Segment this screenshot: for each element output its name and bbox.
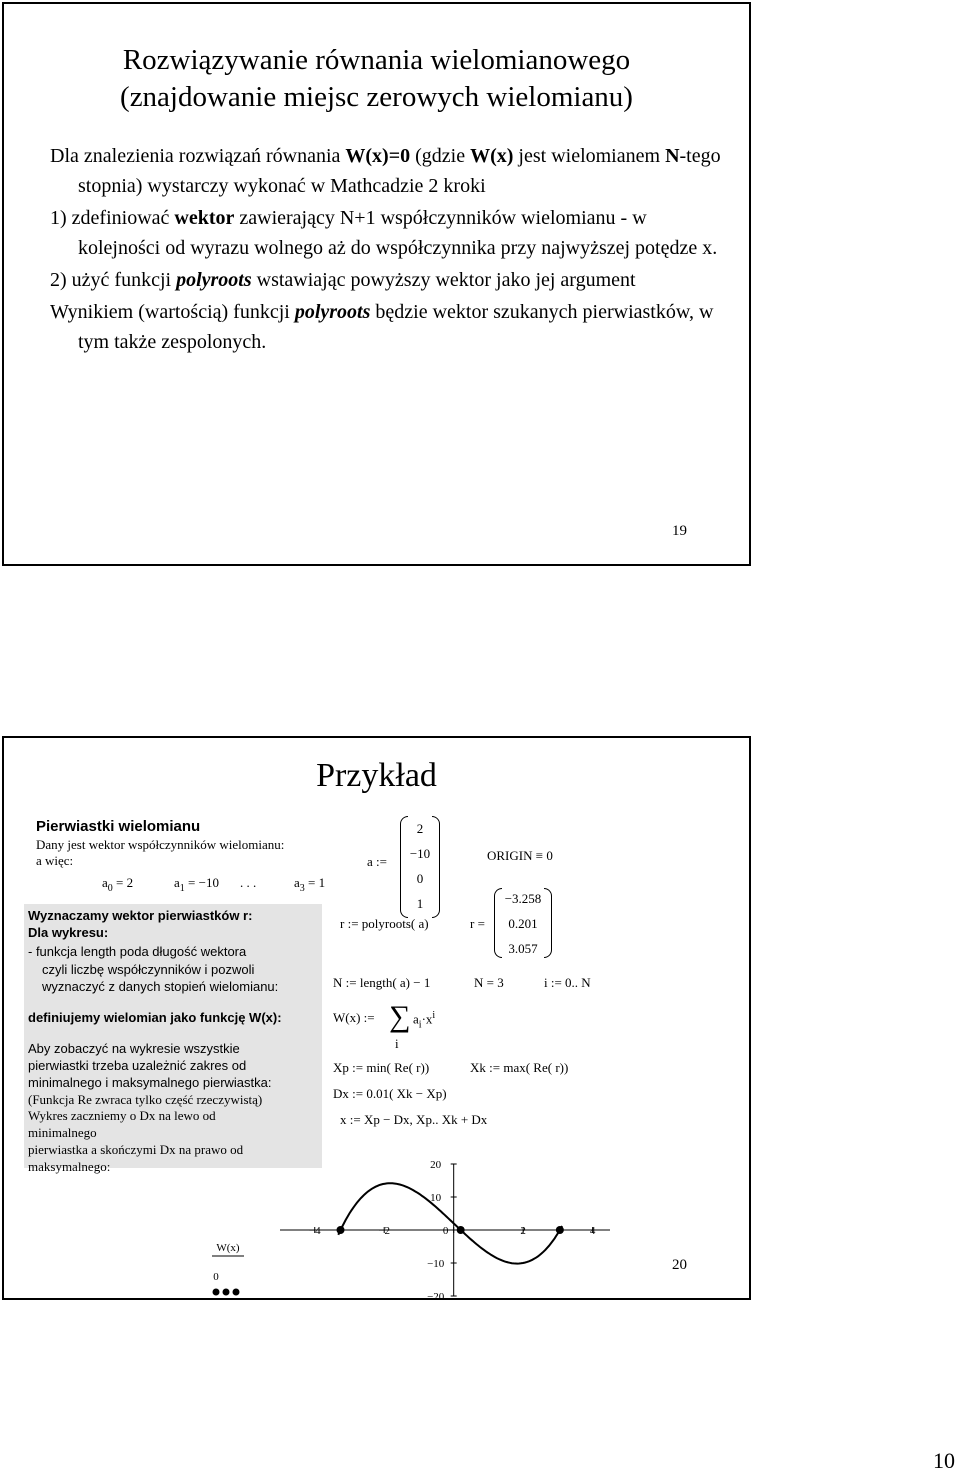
xp-definition: Xp := min( Re( r)) [333,1060,430,1075]
paragraph-step-1: 1) zdefiniować wektor zawierający N+1 współczynników wielomianu - w kolejności od wyrazu wolnego aż do współczynnika przy najwyższej potędze x. [50,207,718,259]
x-tick-label: 4 [589,1225,596,1237]
title-line-1: Rozwiązywanie równania wielomianowego [122,44,631,76]
vector-element: 0 [416,871,424,886]
comment-line: (Funkcja Re zwraca tylko część rzeczywistą) [28,1092,263,1107]
comment-line: pierwiastki trzeba uzależnić zakres od [28,1058,247,1073]
vector-element: 3.057 [508,941,538,956]
page-number: 10 [933,1448,955,1473]
x-tick-label: −4 [308,1225,321,1237]
dx-definition: Dx := 0.01( Xk − Xp) [333,1086,447,1101]
slide-body [50,141,730,357]
comment-line: Aby zobaczyć na wykresie wszystkie [28,1041,240,1056]
slide-title [4,42,749,116]
x-tick-label: 2 [520,1225,526,1237]
legend-marker [213,1289,220,1296]
comment-line: minimalnego [28,1125,97,1140]
legend-marker [233,1289,240,1296]
worksheet-heading: Pierwiastki wielomianu [36,818,201,835]
root-marker [457,1226,465,1234]
comment-line: minimalnego i maksymalnego pierwiastka: [28,1075,272,1090]
x-range-definition: x := Xp − Dx, Xp.. Xk + Dx [340,1112,488,1127]
vector-element: 2 [416,821,424,836]
y-axis-label: W(x) [216,1242,240,1254]
slide-number: 20 [672,1257,687,1273]
series-line [338,1183,562,1263]
w-definition: W(x) := ∑ i $a_i\cdot x^i$ [333,1000,436,1051]
comment-line: definiujemy wielomian jako funkcję W(x): [28,1010,282,1025]
root-marker [337,1226,345,1234]
y-tick-label: 20 [430,1159,442,1171]
comment-line: maksymalnego: [28,1159,111,1174]
coef-a1: $a_1 = -10$ [174,875,219,894]
polynomial-plot [200,1156,620,1300]
intro-line-1: Dany jest wektor współczynników wielomianu: [36,837,285,852]
comment-line: Wyznaczamy wektor pierwiastków r: [28,908,253,923]
comment-line: - funkcja length poda długość wektora [28,944,247,959]
polyroots-definition: r := polyroots( a) [340,916,429,931]
vector-a-label: a := [367,854,387,869]
comment-panel [24,904,322,1174]
comment-line: Wykres zaczniemy o Dx na lewo od [28,1108,216,1123]
origin-setting: ORIGIN ≡ 0 [487,848,553,863]
n-definition: N := length( a) − 1 [333,975,431,990]
coef-a0: $a_0 = 2$ [102,875,134,894]
comment-line: wyznaczyć z danych stopień wielomianu: [42,979,279,994]
coef-a3: $a_3 = 1$ [294,875,326,894]
paragraph-step-2: 2) użyć funkcji polyroots wstawiając powyższy wektor jako jej argument [50,269,636,291]
comment-line: Dla wykresu: [28,925,109,940]
slide-title: Przykład [316,757,437,794]
x-tick-label: −2 [378,1225,391,1237]
sum-icon: ∑ [389,1000,411,1033]
vector-element: 1 [416,896,424,911]
y-tick-label: −20 [427,1291,445,1300]
xk-definition: Xk := max( Re( r)) [470,1060,569,1075]
vector-r [494,888,552,958]
x-tick-label: 0 [442,1225,449,1237]
legend-marker [223,1289,230,1296]
n-value: N = 3 [474,975,504,990]
slide-19 [2,2,751,566]
i-range: i := 0.. N [544,975,591,990]
slide-number: 19 [672,523,687,539]
paragraph-intro: Dla znalezienia rozwiązań równania W(x)=0 (gdzie W(x) jest wielomianem N-tego stopnia) wystarczy wykonać w Mathcadzie 2 kroki [50,145,721,197]
vector-a [400,816,440,918]
comment-line: pierwiastka a skończymi Dx na prawo od [28,1142,244,1157]
vector-element: 0.201 [508,916,538,931]
r-result-label: r = [470,916,485,931]
y-tick-label: −10 [427,1258,445,1270]
title-line-2: (znajdowanie miejsc zerowych wielomianu) [120,81,633,113]
y-tick-label: 10 [430,1192,442,1204]
coef-dots: . . . [240,875,257,890]
slide-20 [2,736,751,1300]
legend-value: 0 [213,1271,219,1283]
vector-element: −3.258 [504,891,542,906]
paragraph-result: Wynikiem (wartością) funkcji polyroots będzie wektor szukanych pierwiastków, w tym także zespolonych. [50,301,714,353]
intro-line-2: a więc: [36,853,74,868]
root-marker [556,1226,564,1234]
vector-element: −10 [409,846,431,861]
comment-line: czyli liczbę współczynników i pozwoli [42,962,255,977]
